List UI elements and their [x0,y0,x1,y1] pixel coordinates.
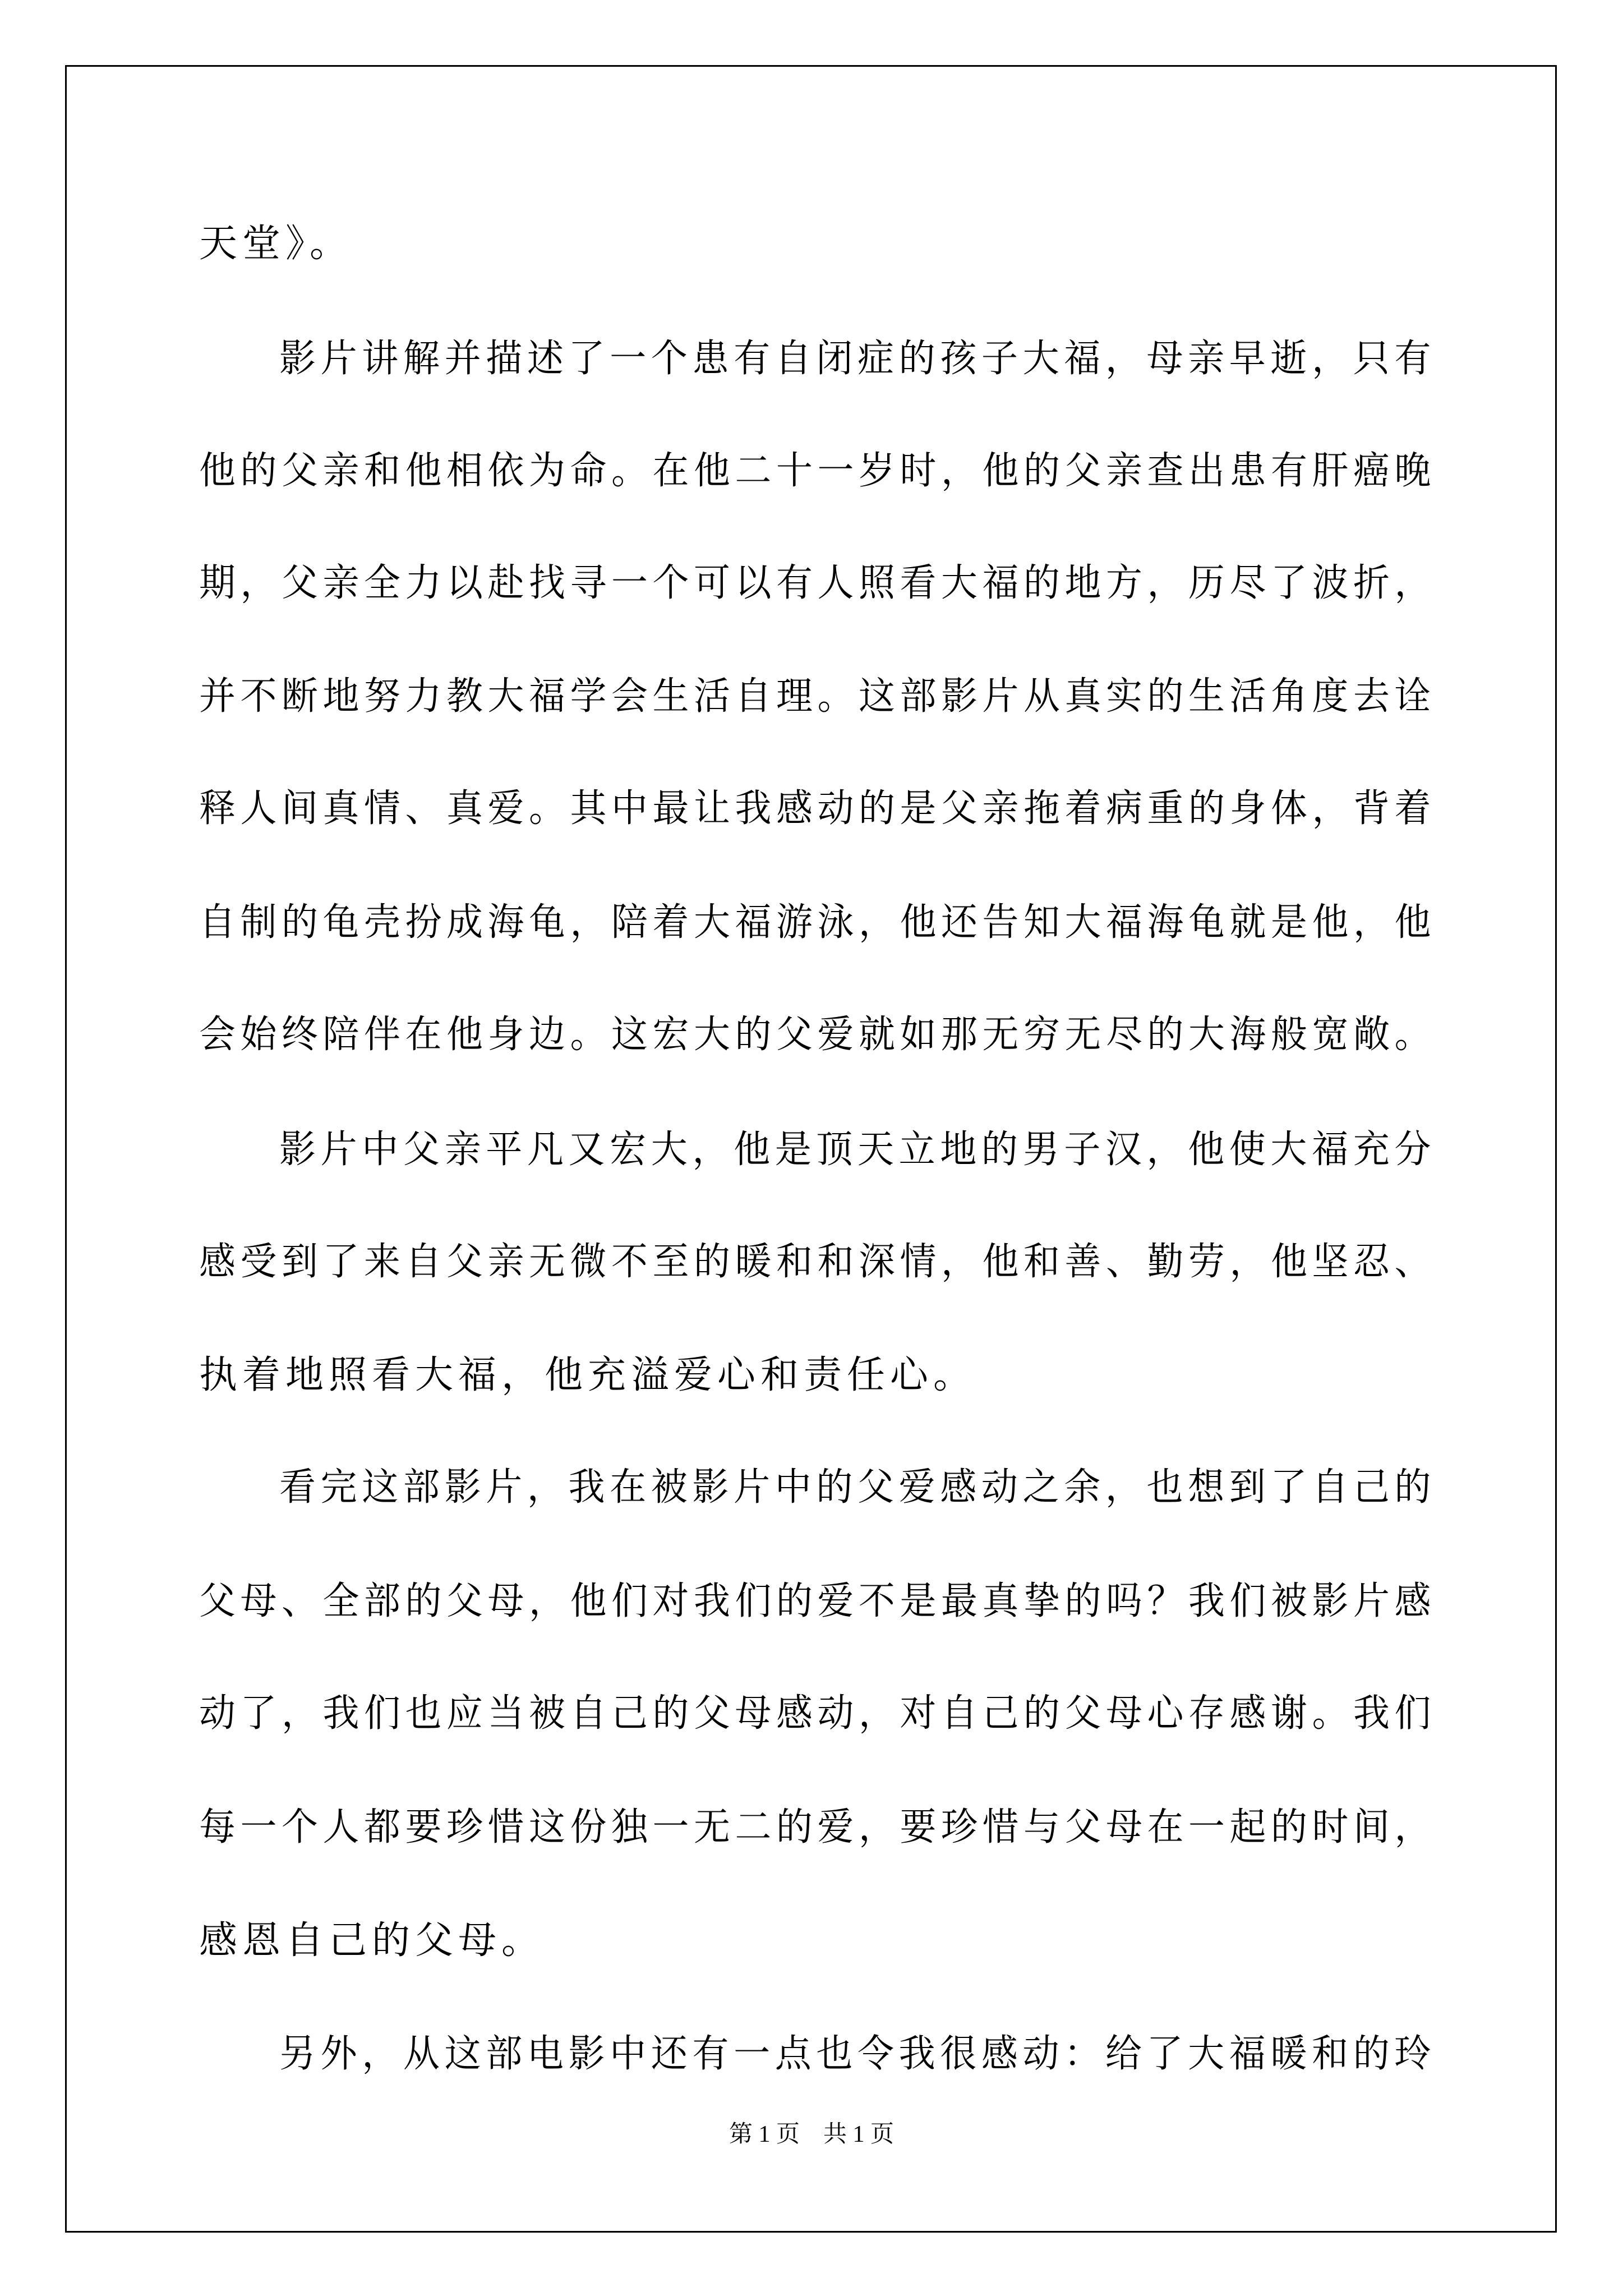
paragraph-first-line: 影片中父亲平凡又宏大，他是顶天立地的男子汉，他使大福充分 [279,1128,1436,1172]
text-line: 父母、全部的父母，他们对我们的爱不是最真挚的吗？我们被影片感 [199,1579,1436,1623]
text-line: 他的父亲和他相依为命。在他二十一岁时，他的父亲查出患有肝癌晚 [199,449,1436,493]
paragraph-first-line: 影片讲解并描述了一个患有自闭症的孩子大福，母亲早逝，只有 [279,337,1436,381]
text-line: 释人间真情、真爱。其中最让我感动的是父亲拖着病重的身体，背着 [199,786,1436,831]
text-line: 并不断地努力教大福学会生活自理。这部影片从真实的生活角度去诠 [199,674,1436,719]
text-line: 每一个人都要珍惜这份独一无二的爱，要珍惜与父母在一起的时间， [199,1805,1436,1849]
text-line: 期，父亲全力以赴找寻一个可以有人照看大福的地方，历尽了波折， [199,561,1436,605]
text-line: 感恩自己的父母。 [199,1918,545,1963]
paragraph-first-line: 看完这部影片，我在被影片中的父爱感动之余，也想到了自己的 [279,1465,1436,1510]
text-line: 执着地照看大福，他充溢爱心和责任心。 [199,1353,977,1397]
text-line: 感受到了来自父亲无微不至的暖和和深情，他和善、勤劳，他坚忍、 [199,1240,1436,1284]
page-number-footer: 第 1 页 共 1 页 [728,2122,894,2147]
text-line: 会始终陪伴在他身边。这宏大的父爱就如那无穷无尽的大海般宽敞。 [199,1013,1436,1057]
paragraph-first-line: 另外，从这部电影中还有一点也令我很感动：给了大福暖和的玲 [279,2032,1436,2076]
text-line: 天堂》。 [199,222,353,266]
text-line: 自制的龟壳扮成海龟，陪着大福游泳，他还告知大福海龟就是他，他 [199,900,1436,945]
text-line: 动了，我们也应当被自己的父母感动，对自己的父母心存感谢。我们 [199,1691,1436,1736]
